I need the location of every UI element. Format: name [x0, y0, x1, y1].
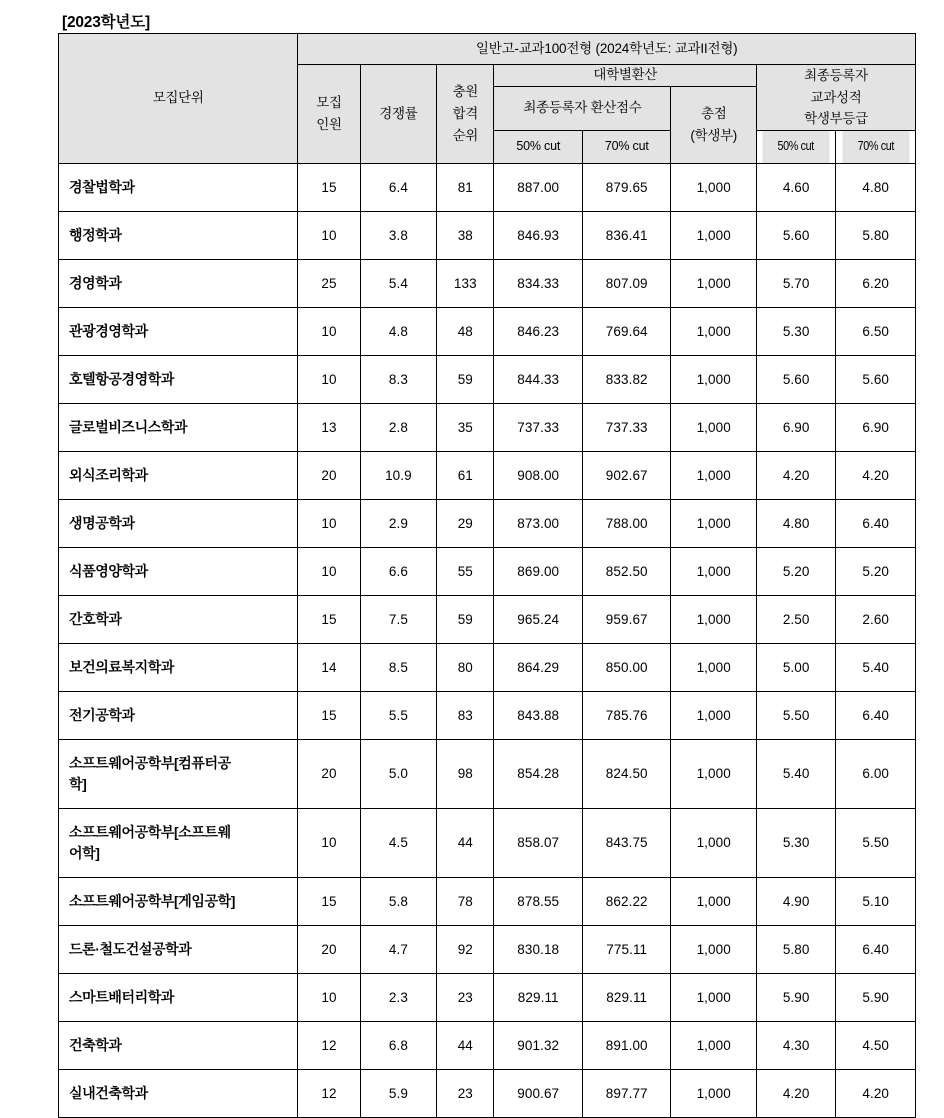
table-row	[59, 355, 916, 403]
cell-total-score: 1,000	[671, 403, 756, 451]
cell-cut70-grade: 6.40	[836, 691, 916, 739]
cell-cut50-score: 864.29	[494, 643, 583, 691]
department-name-line: 소프트웨어공학부[게임공학]	[69, 892, 236, 909]
header-cut70-score: 70% cut	[582, 130, 671, 163]
cell-quota: 15	[298, 877, 360, 925]
cell-competition-rate: 6.4	[360, 163, 436, 211]
admission-results-table	[58, 33, 916, 1118]
cell-total-score: 1,000	[671, 595, 756, 643]
department-name-line: 어학]	[69, 844, 100, 861]
cell-waitlist-rank: 48	[437, 307, 494, 355]
cell-waitlist-rank: 81	[437, 163, 494, 211]
table-row	[59, 739, 916, 808]
header-waitlist-line-3: 순위	[452, 127, 479, 143]
cell-cut50-grade: 4.30	[756, 1021, 835, 1069]
cell-quota: 10	[298, 307, 360, 355]
header-waitlist-rank	[437, 65, 494, 164]
cell-total-score: 1,000	[671, 259, 756, 307]
cell-quota: 12	[298, 1021, 360, 1069]
cell-quota: 10	[298, 973, 360, 1021]
table-row	[59, 499, 916, 547]
header-quota	[298, 65, 360, 164]
cell-cut70-score: 959.67	[582, 595, 671, 643]
cell-cut50-score: 737.33	[494, 403, 583, 451]
cell-cut70-grade: 6.40	[836, 499, 916, 547]
cell-cut50-grade: 4.20	[756, 1069, 835, 1117]
cell-cut70-score: 843.75	[582, 808, 671, 877]
department-name-line: 간호학과	[69, 610, 122, 627]
cell-cut50-grade: 5.00	[756, 643, 835, 691]
cell-quota: 25	[298, 259, 360, 307]
header-waitlist-line-2: 합격	[452, 105, 479, 121]
department-name-line: 스마트배터리학과	[69, 988, 174, 1005]
table-row	[59, 973, 916, 1021]
cell-cut50-grade: 5.90	[756, 973, 835, 1021]
cell-waitlist-rank: 29	[437, 499, 494, 547]
table-header	[59, 34, 916, 164]
header-total-score	[671, 86, 756, 163]
cell-cut70-grade: 5.90	[836, 973, 916, 1021]
cell-cut70-grade: 5.60	[836, 355, 916, 403]
cell-total-score: 1,000	[671, 643, 756, 691]
cell-cut70-grade: 2.60	[836, 595, 916, 643]
department-name-line: 호텔항공경영학과	[69, 370, 174, 387]
cell-department	[59, 451, 298, 499]
cell-competition-rate: 5.8	[360, 877, 436, 925]
cell-department	[59, 307, 298, 355]
cell-waitlist-rank: 23	[437, 973, 494, 1021]
cell-waitlist-rank: 35	[437, 403, 494, 451]
cell-competition-rate: 6.6	[360, 547, 436, 595]
cell-cut50-score: 901.32	[494, 1021, 583, 1069]
cell-competition-rate: 5.5	[360, 691, 436, 739]
cell-cut70-score: 788.00	[582, 499, 671, 547]
table-row	[59, 163, 916, 211]
cell-quota: 15	[298, 595, 360, 643]
header-quota-line-2: 인원	[316, 116, 342, 132]
cell-cut50-score: 846.93	[494, 211, 583, 259]
cell-cut70-score: 824.50	[582, 739, 671, 808]
cell-cut70-score: 836.41	[582, 211, 671, 259]
cell-total-score: 1,000	[671, 163, 756, 211]
department-name-line: 관광경영학과	[69, 322, 148, 339]
department-name-line: 드론·철도건설공학과	[69, 940, 192, 957]
cell-waitlist-rank: 98	[437, 739, 494, 808]
cell-quota: 14	[298, 643, 360, 691]
table-row	[59, 259, 916, 307]
department-name-line: 경찰법학과	[69, 178, 135, 195]
header-grade-line-1: 최종등록자	[804, 68, 868, 83]
cell-competition-rate: 7.5	[360, 595, 436, 643]
cell-cut70-grade: 6.40	[836, 925, 916, 973]
cell-waitlist-rank: 44	[437, 1021, 494, 1069]
cell-cut70-grade: 6.20	[836, 259, 916, 307]
cell-total-score: 1,000	[671, 211, 756, 259]
cell-total-score: 1,000	[671, 307, 756, 355]
cell-waitlist-rank: 59	[437, 595, 494, 643]
table-row	[59, 211, 916, 259]
header-row-1	[59, 34, 916, 65]
cell-total-score: 1,000	[671, 808, 756, 877]
cell-cut50-score: 834.33	[494, 259, 583, 307]
cell-quota: 10	[298, 211, 360, 259]
cell-cut50-score: 846.23	[494, 307, 583, 355]
cell-total-score: 1,000	[671, 739, 756, 808]
cell-total-score: 1,000	[671, 547, 756, 595]
cell-total-score: 1,000	[671, 877, 756, 925]
cell-cut70-score: 785.76	[582, 691, 671, 739]
header-admission-type: 일반고-교과100전형 (2024학년도: 교과II전형)	[298, 34, 916, 65]
cell-cut50-score: 844.33	[494, 355, 583, 403]
cell-competition-rate: 2.9	[360, 499, 436, 547]
cell-department	[59, 877, 298, 925]
cell-department	[59, 1069, 298, 1117]
cell-department	[59, 211, 298, 259]
cell-competition-rate: 8.3	[360, 355, 436, 403]
cell-cut70-score: 891.00	[582, 1021, 671, 1069]
cell-cut70-grade: 4.20	[836, 451, 916, 499]
cell-cut50-grade: 5.30	[756, 808, 835, 877]
cell-department	[59, 973, 298, 1021]
header-final-enrolled-score: 최종등록자 환산점수	[494, 86, 671, 130]
cell-total-score: 1,000	[671, 1021, 756, 1069]
header-total-line-1: 총점	[700, 106, 727, 122]
department-name-line: 소프트웨어공학부[컴퓨터공	[69, 754, 231, 771]
header-quota-line-1: 모집	[316, 95, 342, 111]
cell-cut70-score: 775.11	[582, 925, 671, 973]
cell-quota: 10	[298, 355, 360, 403]
cell-department	[59, 1021, 298, 1069]
cell-cut70-score: 850.00	[582, 643, 671, 691]
cell-cut50-score: 858.07	[494, 808, 583, 877]
cell-cut70-score: 852.50	[582, 547, 671, 595]
cell-competition-rate: 4.5	[360, 808, 436, 877]
cell-quota: 10	[298, 499, 360, 547]
cell-competition-rate: 8.5	[360, 643, 436, 691]
cell-quota: 20	[298, 925, 360, 973]
cell-quota: 15	[298, 163, 360, 211]
cell-department	[59, 499, 298, 547]
cell-waitlist-rank: 78	[437, 877, 494, 925]
cell-department	[59, 643, 298, 691]
cell-cut70-grade: 5.40	[836, 643, 916, 691]
cell-cut50-grade: 6.90	[756, 403, 835, 451]
header-cut50-score: 50% cut	[494, 130, 583, 163]
table-row	[59, 547, 916, 595]
table-body	[59, 163, 916, 1117]
header-grade-line-2: 교과성적	[810, 89, 862, 105]
department-name-line: 생명공학과	[69, 514, 135, 531]
department-name-line: 경영학과	[69, 274, 122, 291]
header-competition-rate: 경쟁률	[360, 65, 436, 164]
header-total-line-2: (학생부)	[690, 127, 738, 143]
cell-cut50-grade: 4.90	[756, 877, 835, 925]
cell-competition-rate: 4.8	[360, 307, 436, 355]
cell-department	[59, 355, 298, 403]
cell-quota: 15	[298, 691, 360, 739]
header-grade-line-3: 학생부등급	[804, 111, 868, 127]
department-name-line: 행정학과	[69, 226, 122, 243]
cell-competition-rate: 5.9	[360, 1069, 436, 1117]
cell-waitlist-rank: 83	[437, 691, 494, 739]
table-row	[59, 877, 916, 925]
header-waitlist-line-1: 충원	[452, 84, 479, 100]
cell-cut50-grade: 5.80	[756, 925, 835, 973]
cell-cut50-grade: 5.60	[756, 355, 835, 403]
cell-cut50-score: 878.55	[494, 877, 583, 925]
page-title: [2023학년도]	[62, 14, 150, 31]
cell-cut50-score: 873.00	[494, 499, 583, 547]
cell-competition-rate: 4.7	[360, 925, 436, 973]
header-cut50-grade: 50% cut	[762, 130, 830, 163]
cell-cut50-score: 830.18	[494, 925, 583, 973]
cell-cut50-score: 965.24	[494, 595, 583, 643]
cell-department	[59, 163, 298, 211]
cell-cut70-grade: 6.50	[836, 307, 916, 355]
department-name-line: 글로벌비즈니스학과	[69, 418, 188, 435]
cell-cut50-score: 829.11	[494, 973, 583, 1021]
cell-cut70-grade: 5.20	[836, 547, 916, 595]
cell-quota: 20	[298, 739, 360, 808]
cell-competition-rate: 10.9	[360, 451, 436, 499]
cell-cut50-score: 900.67	[494, 1069, 583, 1117]
table-row	[59, 451, 916, 499]
cell-department	[59, 595, 298, 643]
cell-department	[59, 808, 298, 877]
cell-competition-rate: 5.0	[360, 739, 436, 808]
cell-cut50-grade: 4.20	[756, 451, 835, 499]
table-row	[59, 1069, 916, 1117]
cell-cut70-grade: 6.00	[836, 739, 916, 808]
cell-department	[59, 739, 298, 808]
cell-cut70-grade: 5.80	[836, 211, 916, 259]
header-univ-conversion: 대학별환산	[494, 65, 756, 87]
table-row	[59, 595, 916, 643]
header-cut70-grade: 70% cut	[841, 130, 909, 163]
cell-competition-rate: 6.8	[360, 1021, 436, 1069]
department-name-line: 소프트웨어공학부[소프트웨	[69, 823, 231, 840]
department-name-line: 건축학과	[69, 1036, 122, 1053]
cell-cut70-grade: 4.50	[836, 1021, 916, 1069]
department-name-line: 외식조리학과	[69, 466, 148, 483]
department-name-line: 보건의료복지학과	[69, 658, 174, 675]
cell-cut50-grade: 5.70	[756, 259, 835, 307]
department-name-line: 식품영양학과	[69, 562, 148, 579]
table-row	[59, 691, 916, 739]
cell-cut70-score: 833.82	[582, 355, 671, 403]
cell-department	[59, 259, 298, 307]
cell-cut50-grade: 2.50	[756, 595, 835, 643]
cell-cut50-grade: 5.20	[756, 547, 835, 595]
cell-waitlist-rank: 61	[437, 451, 494, 499]
cell-total-score: 1,000	[671, 973, 756, 1021]
cell-waitlist-rank: 55	[437, 547, 494, 595]
table-row	[59, 1021, 916, 1069]
cell-cut70-score: 897.77	[582, 1069, 671, 1117]
cell-cut50-score: 887.00	[494, 163, 583, 211]
cell-quota: 13	[298, 403, 360, 451]
cell-cut50-grade: 5.40	[756, 739, 835, 808]
cell-waitlist-rank: 44	[437, 808, 494, 877]
cell-cut70-grade: 5.10	[836, 877, 916, 925]
cell-quota: 10	[298, 808, 360, 877]
cell-waitlist-rank: 133	[437, 259, 494, 307]
cell-competition-rate: 2.3	[360, 973, 436, 1021]
cell-cut50-score: 869.00	[494, 547, 583, 595]
cell-cut50-grade: 4.60	[756, 163, 835, 211]
table-row	[59, 808, 916, 877]
header-final-enrolled-grade	[756, 65, 915, 131]
cell-cut70-grade: 4.20	[836, 1069, 916, 1117]
cell-total-score: 1,000	[671, 1069, 756, 1117]
cell-cut70-score: 807.09	[582, 259, 671, 307]
cell-waitlist-rank: 92	[437, 925, 494, 973]
cell-cut50-grade: 5.30	[756, 307, 835, 355]
cell-cut70-grade: 6.90	[836, 403, 916, 451]
cell-total-score: 1,000	[671, 355, 756, 403]
cell-cut70-score: 769.64	[582, 307, 671, 355]
cell-waitlist-rank: 59	[437, 355, 494, 403]
cell-waitlist-rank: 38	[437, 211, 494, 259]
cell-department	[59, 403, 298, 451]
cell-department	[59, 925, 298, 973]
cell-total-score: 1,000	[671, 925, 756, 973]
cell-competition-rate: 3.8	[360, 211, 436, 259]
cell-cut50-score: 854.28	[494, 739, 583, 808]
department-name-line: 전기공학과	[69, 706, 135, 723]
cell-competition-rate: 5.4	[360, 259, 436, 307]
cell-cut70-grade: 5.50	[836, 808, 916, 877]
header-unit-column: 모집단위	[59, 34, 298, 164]
cell-department	[59, 547, 298, 595]
table-row	[59, 403, 916, 451]
cell-cut50-grade: 5.60	[756, 211, 835, 259]
cell-cut70-score: 829.11	[582, 973, 671, 1021]
cell-cut70-grade: 4.80	[836, 163, 916, 211]
cell-cut50-grade: 4.80	[756, 499, 835, 547]
cell-competition-rate: 2.8	[360, 403, 436, 451]
cell-cut50-grade: 5.50	[756, 691, 835, 739]
cell-waitlist-rank: 80	[437, 643, 494, 691]
department-name-line: 실내건축학과	[69, 1084, 148, 1101]
cell-cut70-score: 902.67	[582, 451, 671, 499]
cell-cut70-score: 862.22	[582, 877, 671, 925]
cell-total-score: 1,000	[671, 499, 756, 547]
cell-department	[59, 691, 298, 739]
cell-quota: 10	[298, 547, 360, 595]
department-name-line: 학]	[69, 775, 87, 792]
cell-total-score: 1,000	[671, 691, 756, 739]
cell-waitlist-rank: 23	[437, 1069, 494, 1117]
cell-cut50-score: 908.00	[494, 451, 583, 499]
table-row	[59, 643, 916, 691]
table-row	[59, 925, 916, 973]
cell-quota: 20	[298, 451, 360, 499]
cell-cut50-score: 843.88	[494, 691, 583, 739]
table-row	[59, 307, 916, 355]
cell-cut70-score: 737.33	[582, 403, 671, 451]
cell-quota: 12	[298, 1069, 360, 1117]
cell-total-score: 1,000	[671, 451, 756, 499]
cell-cut70-score: 879.65	[582, 163, 671, 211]
